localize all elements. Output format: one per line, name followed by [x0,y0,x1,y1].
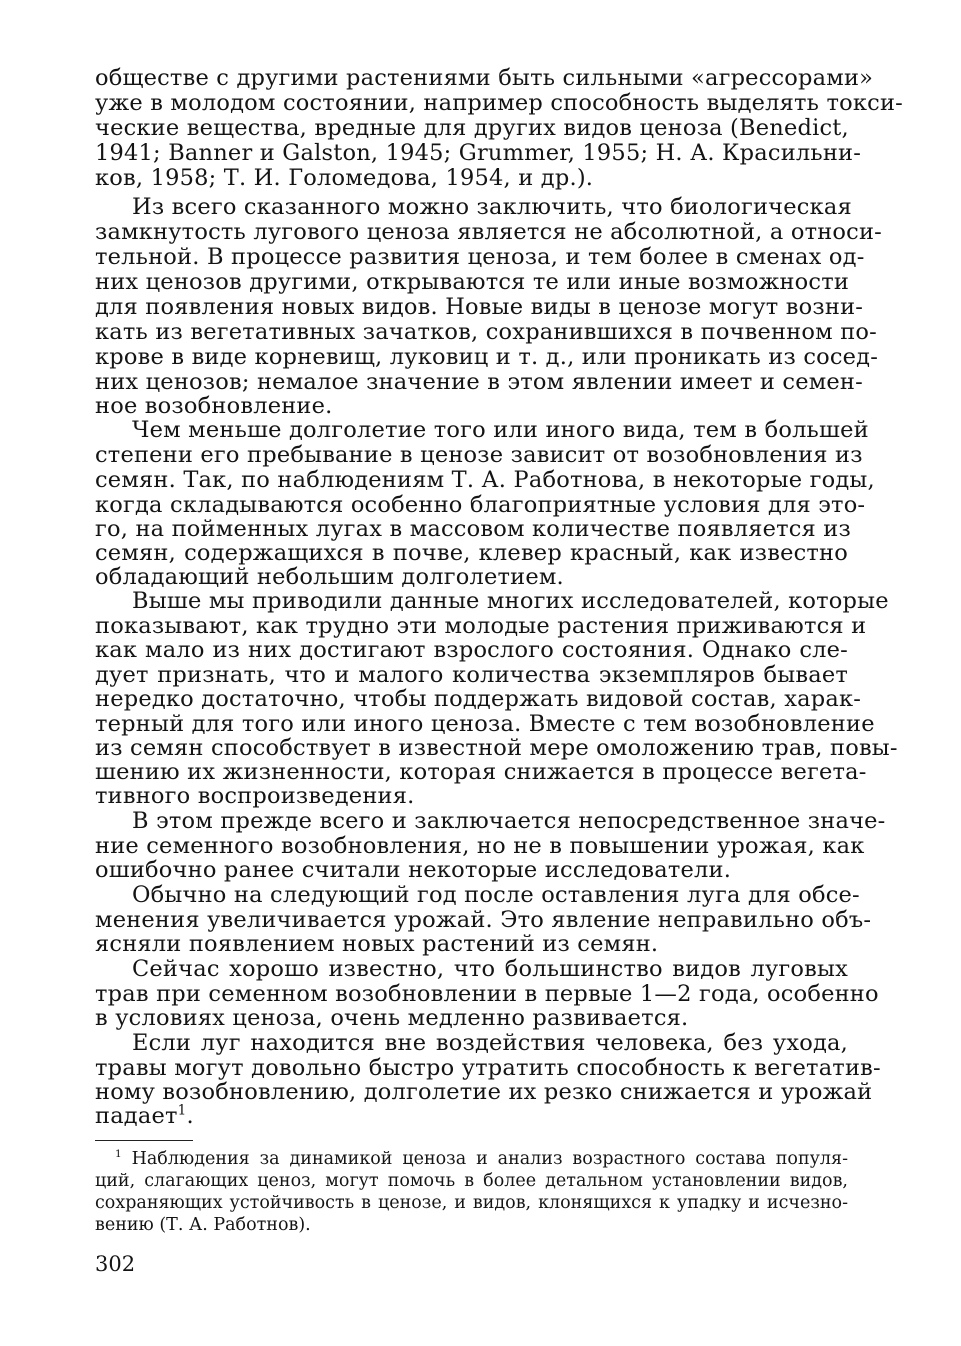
text-line: степени его пребывание в ценозе зависит от возобновления из [95,442,863,468]
footnote-line: вению (Т. А. Работнов). [95,1215,311,1235]
text-line: как мало из них достигают взрослого состояния. Однако сле- [95,637,848,663]
text-line: ошибочно ранее считали некоторые исследователи. [95,857,732,883]
text-line: обществе с другими растениями быть сильными «агрессорами» [95,65,874,91]
text-line: 1941; Banner и Galston, 1945; Grummer, 1955; Н. А. Красильни- [95,140,862,166]
text-line: Чем меньше долголетие того или иного вида, тем в большей [132,417,869,443]
text-line: падает [95,1103,178,1129]
footnote-marker: 1 [115,1148,122,1161]
text-line: дует признать, что и малого количества экземпляров бывает [95,662,848,688]
footnote-reference[interactable]: 1 [177,1102,187,1119]
text-line: тельной. В процессе развития ценоза, и тем более в сменах од- [95,244,865,270]
text-line: ному возобновлению, долголетие их резко снижается и урожай [95,1079,873,1105]
text-line: трав при семенном возобновлении в первые 1—2 года, особенно [95,981,879,1007]
text-line: го, на пойменных лугах в массовом количестве появляется из [95,516,851,542]
text-line: ческие вещества, вредные для других видов ценоза (Benedict, [95,115,849,141]
text-line: менения увеличивается урожай. Это явление неправильно объ- [95,907,872,933]
footnote-line [95,1148,848,1170]
text-line: показывают, как трудно эти молодые растения приживаются и [95,613,867,639]
text-line-with-footnote-ref [95,1104,848,1129]
text-line: них ценозов; немалое значение в этом явлении имеет и семен- [95,369,863,395]
footnote-line: сохраняющих устойчивость в ценозе, и видов, клонящихся к упадку и исчезно- [95,1193,848,1213]
text-line: Выше мы приводили данные многих исследователей, которые [132,588,889,614]
text-line: тивного воспроизведения. [95,783,415,809]
text-line: уже в молодом состоянии, например способность выделять токси- [95,90,903,116]
text-line: ясняли появлением новых растений из семян. [95,931,659,957]
text-line: Если луг находится вне воздействия человека, без ухода, [132,1030,848,1056]
text-line: ние семенного возобновления, но не в повышении урожая, как [95,833,865,859]
book-page [95,65,903,1336]
text-line: терный для того или иного ценоза. Вместе с тем возобновление [95,711,875,737]
text-line: Сейчас хорошо известно, что большинство видов луговых [132,956,848,982]
end-punctuation: . [186,1103,194,1129]
text-line: крове в виде корневищ, луковиц и т. д., или проникать из сосед- [95,344,879,370]
text-line: кать из вегетативных зачатков, сохранившихся в почвенном по- [95,319,877,345]
text-line: обладающий небольшим долголетием. [95,564,564,590]
text-line: травы могут довольно быстро утратить способность к вегетатив- [95,1055,881,1081]
page-number: 302 [95,1252,136,1276]
text-line: ное возобновление. [95,393,333,419]
text-line: из семян способствует в известной мере омоложению трав, повы- [95,735,898,761]
text-line: нередко достаточно, чтобы поддержать видовой состав, харак- [95,686,862,712]
text-line: В этом прежде всего и заключается непосредственное значе- [132,808,886,834]
text-line: для появления новых видов. Новые виды в ценозе могут возни- [95,294,864,320]
text-line: ков, 1958; Т. И. Голомедова, 1954, и др.). [95,165,594,191]
text-line: замкнутость лугового ценоза является не абсолютной, а относи- [95,219,882,245]
text-line: семян. Так, по наблюдениям Т. А. Работнова, в некоторые годы, [95,467,875,493]
footnote-text: Наблюдения за динамикой ценоза и анализ возрастного состава популя- [131,1149,848,1169]
text-line: в условиях ценоза, очень медленно развивается. [95,1005,689,1031]
text-line: них ценозов другими, открываются те или иные возможности [95,269,850,295]
text-line: семян, содержащихся в почве, клевер красный, как известно [95,540,848,566]
text-line: когда складываются особенно благоприятные условия для это- [95,492,866,518]
text-line: Обычно на следующий год после оставления луга для обсе- [132,882,860,908]
text-line: Из всего сказанного можно заключить, что биологическая [132,194,852,220]
text-line: шению их жизненности, которая снижается в процессе вегета- [95,759,867,785]
footnote-separator [95,1140,193,1141]
footnote-line: ций, слагающих ценоз, могут помочь в более детальном установлении видов, [95,1171,848,1191]
